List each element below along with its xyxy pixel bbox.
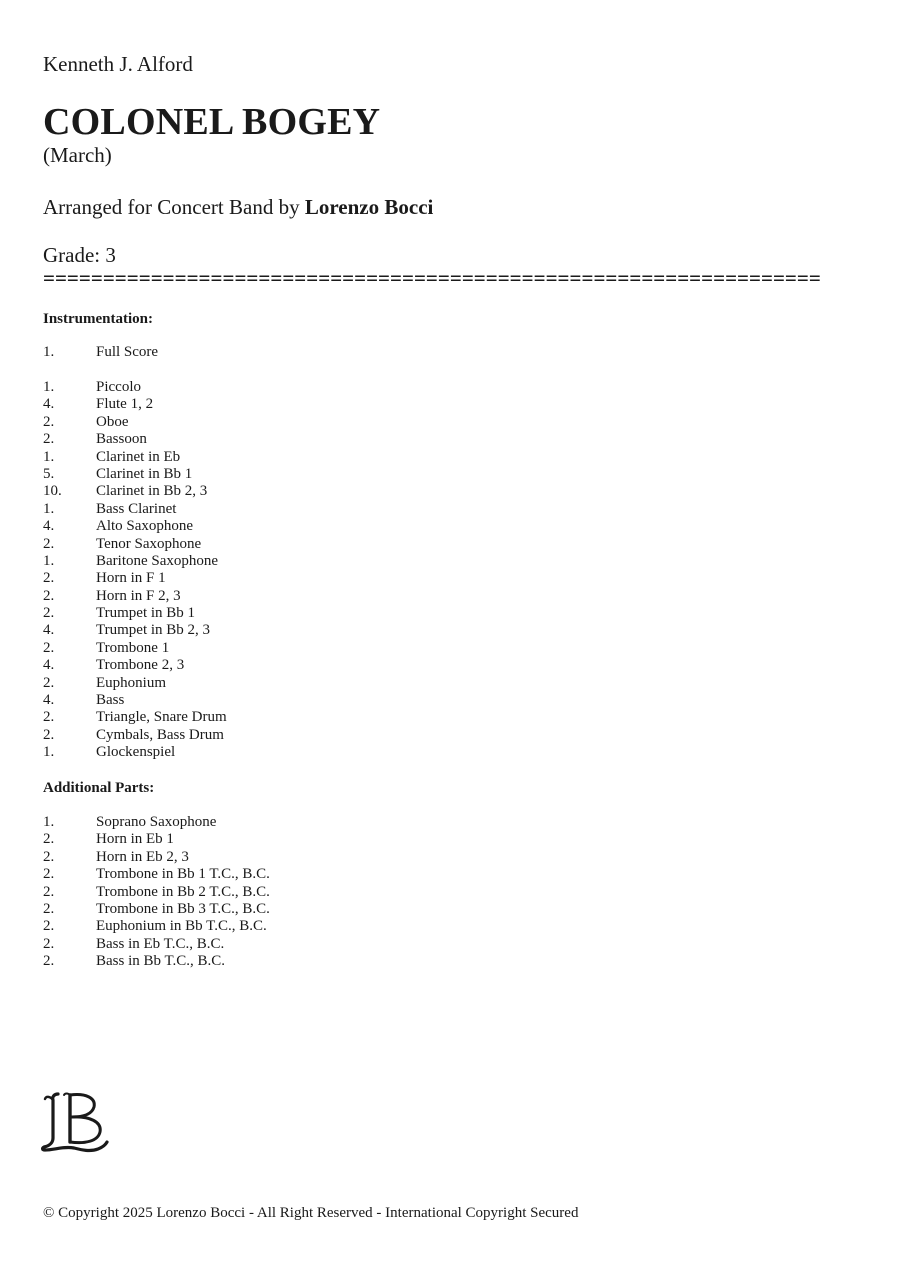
list-item <box>43 727 227 744</box>
list-item <box>43 814 270 831</box>
part-name: Horn in Eb 2, 3 <box>96 848 189 865</box>
part-quantity: 2. <box>43 831 55 848</box>
list-item <box>43 536 227 553</box>
part-name: Tenor Saxophone <box>96 535 202 552</box>
list-item <box>43 953 270 970</box>
part-quantity: 2. <box>43 431 55 448</box>
additional-parts-heading: Additional Parts: <box>43 780 155 796</box>
list-item <box>43 553 227 570</box>
part-name: Triangle, Snare Drum <box>96 709 227 726</box>
part-quantity: 1. <box>43 500 55 517</box>
part-name: Trombone in Bb 1 T.C., B.C. <box>96 866 270 883</box>
part-quantity: 2. <box>43 639 55 656</box>
list-item <box>43 431 227 448</box>
part-quantity: 2. <box>43 935 55 952</box>
part-name: Trumpet in Bb 2, 3 <box>96 622 211 639</box>
part-name: Trombone in Bb 2 T.C., B.C. <box>96 883 270 900</box>
list-item <box>43 466 227 483</box>
part-name: Bass <box>96 692 125 709</box>
list-item <box>43 622 227 639</box>
part-name: Trombone 1 <box>96 639 170 656</box>
list-item <box>43 344 158 361</box>
part-name: Trumpet in Bb 1 <box>96 605 196 622</box>
list-item <box>43 866 270 883</box>
part-name: Bass Clarinet <box>96 500 177 517</box>
list-item <box>43 901 270 918</box>
part-name: Bass in Eb T.C., B.C. <box>96 935 225 952</box>
part-quantity: 2. <box>43 918 55 935</box>
list-item <box>43 709 227 726</box>
part-quantity: 2. <box>43 413 55 430</box>
grade-label: Grade: 3 <box>43 243 116 267</box>
part-name: Piccolo <box>96 379 141 395</box>
part-quantity: 1. <box>43 344 55 360</box>
part-name: Alto Saxophone <box>96 518 194 535</box>
separator-line: ================================================================= <box>43 266 821 290</box>
list-item <box>43 849 270 866</box>
list-item <box>43 831 270 848</box>
list-item <box>43 588 227 605</box>
part-quantity: 2. <box>43 848 55 865</box>
part-name: Horn in F 2, 3 <box>96 587 181 604</box>
additional-parts-list <box>43 814 270 971</box>
piece-subtitle: (March) <box>43 143 112 167</box>
piece-title: COLONEL BOGEY <box>43 101 381 143</box>
list-item <box>43 657 227 674</box>
part-quantity: 2. <box>43 883 55 900</box>
part-quantity: 10. <box>43 483 62 500</box>
part-name: Flute 1, 2 <box>96 396 154 413</box>
part-quantity: 1. <box>43 552 55 569</box>
part-name: Clarinet in Bb 2, 3 <box>96 483 208 500</box>
list-item <box>43 518 227 535</box>
list-item <box>43 605 227 622</box>
part-quantity: 4. <box>43 518 55 535</box>
list-item <box>43 675 227 692</box>
part-quantity: 2. <box>43 587 55 604</box>
part-quantity: 2. <box>43 674 55 691</box>
list-item <box>43 396 227 413</box>
part-name: Full Score <box>96 344 159 360</box>
list-item <box>43 692 227 709</box>
arranger-line <box>43 195 433 219</box>
lb-logo-icon <box>40 1090 112 1156</box>
part-name: Bass in Bb T.C., B.C. <box>96 953 226 970</box>
part-quantity: 4. <box>43 692 55 709</box>
instrumentation-heading: Instrumentation: <box>43 311 154 327</box>
part-name: Clarinet in Eb <box>96 448 181 465</box>
copyright-notice: © Copyright 2025 Lorenzo Bocci - All Right Reserved - International Copyright Secured <box>43 1205 579 1221</box>
part-name: Horn in Eb 1 <box>96 831 174 848</box>
part-name: Trombone 2, 3 <box>96 657 185 674</box>
part-name: Clarinet in Bb 1 <box>96 465 193 482</box>
part-quantity: 2. <box>43 709 55 726</box>
list-item <box>43 449 227 466</box>
part-name: Cymbals, Bass Drum <box>96 726 224 743</box>
list-item <box>43 640 227 657</box>
part-quantity: 2. <box>43 866 55 883</box>
part-name: Baritone Saxophone <box>96 552 219 569</box>
part-quantity: 2. <box>43 570 55 587</box>
part-quantity: 4. <box>43 622 55 639</box>
list-item <box>43 744 227 761</box>
list-item <box>43 501 227 518</box>
list-item <box>43 918 270 935</box>
part-name: Soprano Saxophone <box>96 814 217 830</box>
list-item <box>43 884 270 901</box>
list-item <box>43 570 227 587</box>
part-quantity: 1. <box>43 448 55 465</box>
part-quantity: 2. <box>43 953 55 970</box>
arranger-name: Lorenzo Bocci <box>304 195 434 219</box>
part-quantity: 1. <box>43 814 55 830</box>
part-quantity: 4. <box>43 396 55 413</box>
list-item <box>43 414 227 431</box>
part-name: Trombone in Bb 3 T.C., B.C. <box>96 900 270 917</box>
part-quantity: 2. <box>43 605 55 622</box>
part-name: Euphonium <box>96 674 166 691</box>
part-name: Oboe <box>96 413 129 430</box>
full-score-list <box>43 344 158 361</box>
part-quantity: 2. <box>43 726 55 743</box>
part-name: Glockenspiel <box>96 744 176 761</box>
part-quantity: 5. <box>43 465 55 482</box>
part-name: Bassoon <box>96 431 147 448</box>
part-quantity: 1. <box>43 744 55 761</box>
list-item <box>43 379 227 396</box>
part-quantity: 4. <box>43 657 55 674</box>
arranger-prefix: Arranged for Concert Band by <box>43 195 305 219</box>
composer-name: Kenneth J. Alford <box>43 52 193 76</box>
instrumentation-list <box>43 379 227 762</box>
part-name: Horn in F 1 <box>96 570 166 587</box>
part-quantity: 2. <box>43 900 55 917</box>
part-quantity: 1. <box>43 379 55 395</box>
part-quantity: 2. <box>43 535 55 552</box>
list-item <box>43 936 270 953</box>
part-name: Euphonium in Bb T.C., B.C. <box>96 918 267 935</box>
list-item <box>43 483 227 500</box>
